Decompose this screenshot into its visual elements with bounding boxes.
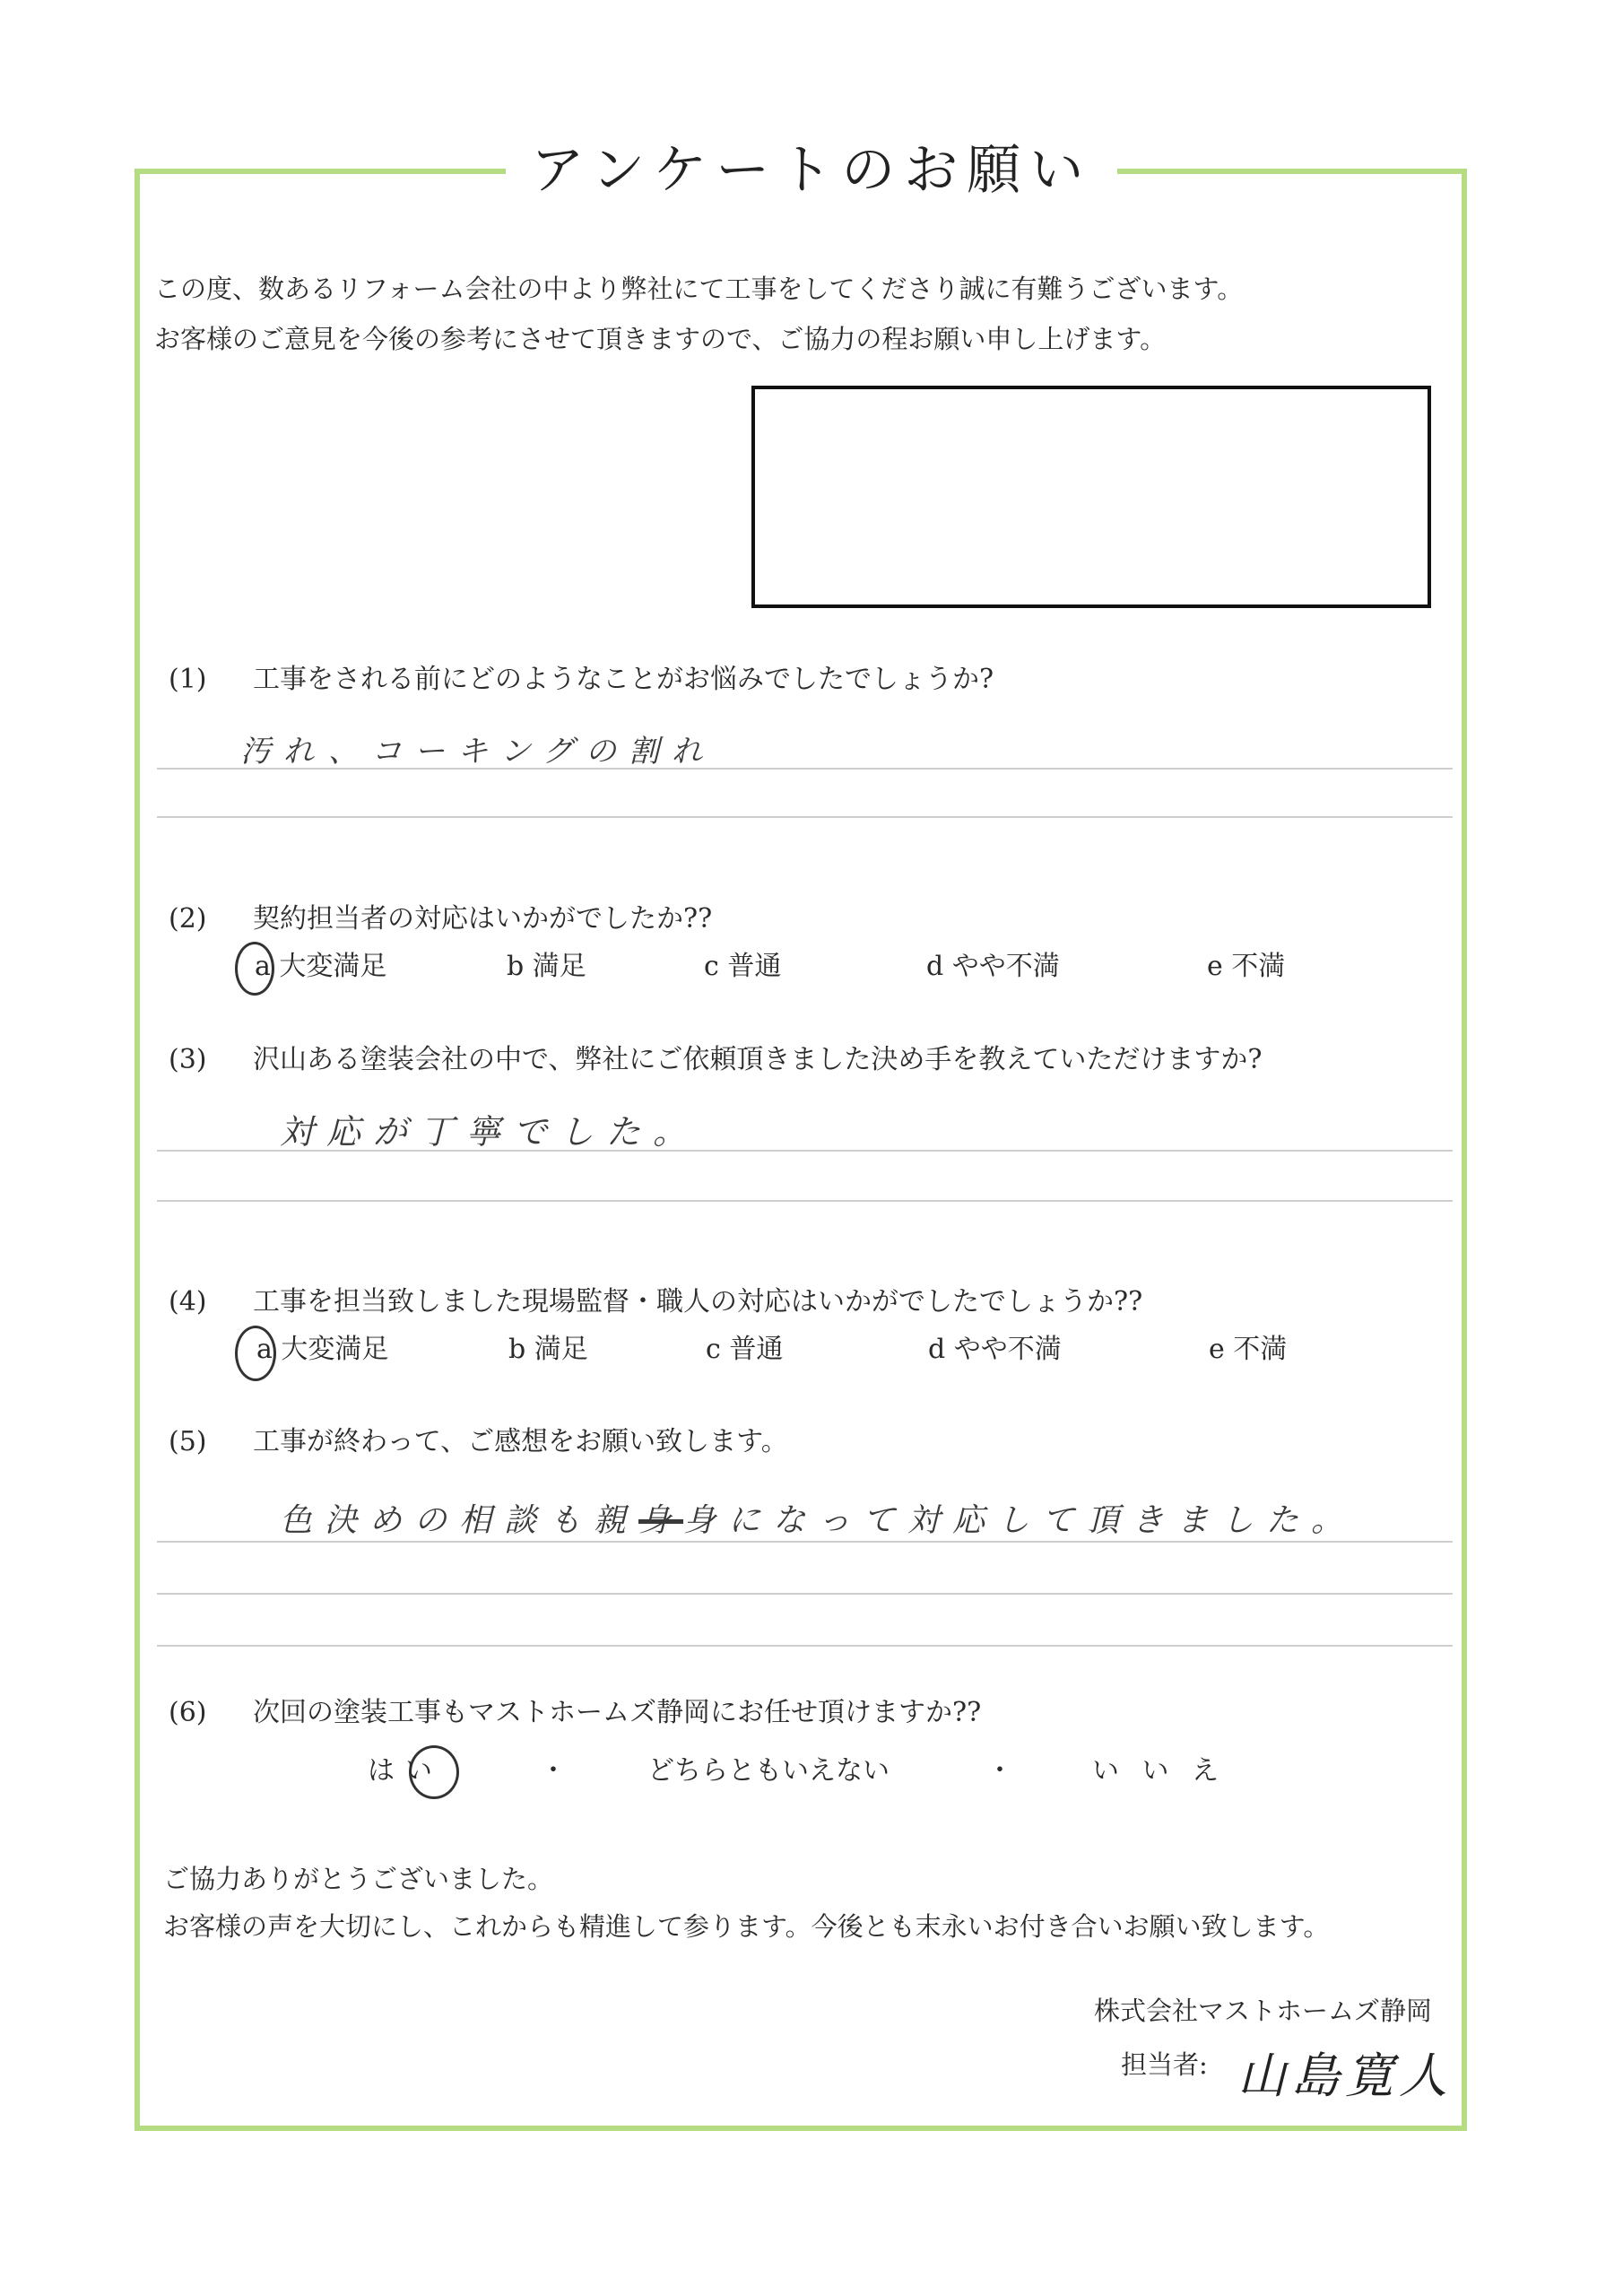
q5-text: 工事が終わって、ご感想をお願い致します。 [253, 1426, 788, 1457]
q3-text: 沢山ある塗装会社の中で、弊社にご依頼頂きました決め手を教えていただけますか? [253, 1044, 1263, 1075]
q1-answer: 汚れ、コーキングの割れ [240, 734, 716, 770]
answer-line [157, 1150, 1453, 1152]
q3-number: (3) [169, 1044, 207, 1075]
q6-option-neither[interactable]: どちらともいえない [647, 1755, 890, 1787]
q2-option-b[interactable]: b 満足 [507, 951, 586, 982]
intro-line-1: この度、数あるリフォーム会社の中より弊社にて工事をしてくださり誠に有難うございます。 [154, 274, 1244, 304]
q5-answer-struck: 身 [638, 1502, 684, 1539]
q2-text: 契約担当者の対応はいかがでしたか?? [253, 903, 713, 935]
q1-text: 工事をされる前にどのようなことがお悩みでしたでしょうか? [253, 664, 994, 695]
q5-answer-start: 色決めの相談も親 [280, 1502, 639, 1539]
company-name: 株式会社マストホームズ静岡 [1094, 1996, 1433, 2026]
redacted-customer-box [751, 386, 1431, 608]
q4-option-c[interactable]: c 普通 [706, 1334, 784, 1365]
staff-signature: 山島寛人 [1237, 2048, 1453, 2104]
page-title: アンケートのお願い [506, 135, 1117, 206]
q2-option-a[interactable]: a 大変満足 [255, 951, 387, 982]
answer-line [157, 1200, 1453, 1202]
answer-line [157, 1593, 1453, 1595]
q5-answer [280, 1494, 1356, 1548]
q4-option-e[interactable]: e 不満 [1209, 1334, 1288, 1365]
q4-option-d[interactable]: d やや不満 [928, 1334, 1062, 1365]
answer-line [157, 1645, 1453, 1647]
answer-line [157, 1541, 1453, 1543]
q6-number: (6) [169, 1697, 207, 1728]
q4-option-b[interactable]: b 満足 [508, 1334, 588, 1365]
q4-number: (4) [169, 1286, 207, 1318]
q1-number: (1) [169, 664, 207, 695]
q4-text: 工事を担当致しました現場監督・職人の対応はいかがでしたでしょうか?? [253, 1286, 1143, 1318]
answer-line [157, 768, 1453, 770]
q2-option-d[interactable]: d やや不満 [926, 951, 1060, 982]
q6-option-no[interactable]: い い え [1092, 1755, 1227, 1787]
q6-option-yes[interactable]: はい [368, 1755, 443, 1787]
q4-option-a[interactable]: a 大変満足 [256, 1334, 389, 1365]
q5-number: (5) [169, 1426, 207, 1457]
intro-line-2: お客様のご意見を今後の参考にさせて頂きますので、ご協力の程お願い申し上げます。 [154, 324, 1167, 354]
q6-text: 次回の塗装工事もマストホームズ静岡にお任せ頂けますか?? [253, 1697, 982, 1728]
q5-answer-end: 身になって対応して頂きました。 [683, 1502, 1357, 1539]
q2-option-e[interactable]: e 不満 [1207, 951, 1286, 982]
q6-separator: ・ [540, 1755, 567, 1787]
q2-option-c[interactable]: c 普通 [704, 951, 782, 982]
staff-label: 担当者: [1121, 2049, 1208, 2080]
q3-answer: 対応が丁寧でした。 [280, 1112, 700, 1152]
q6-separator: ・ [986, 1755, 1013, 1787]
closing-line-2: お客様の声を大切にし、これからも精進して参ります。今後とも末永いお付き合いお願い致します。 [163, 1911, 1330, 1942]
answer-line [157, 816, 1453, 818]
q2-number: (2) [169, 903, 207, 935]
closing-line-1: ご協力ありがとうございました。 [163, 1864, 554, 1894]
